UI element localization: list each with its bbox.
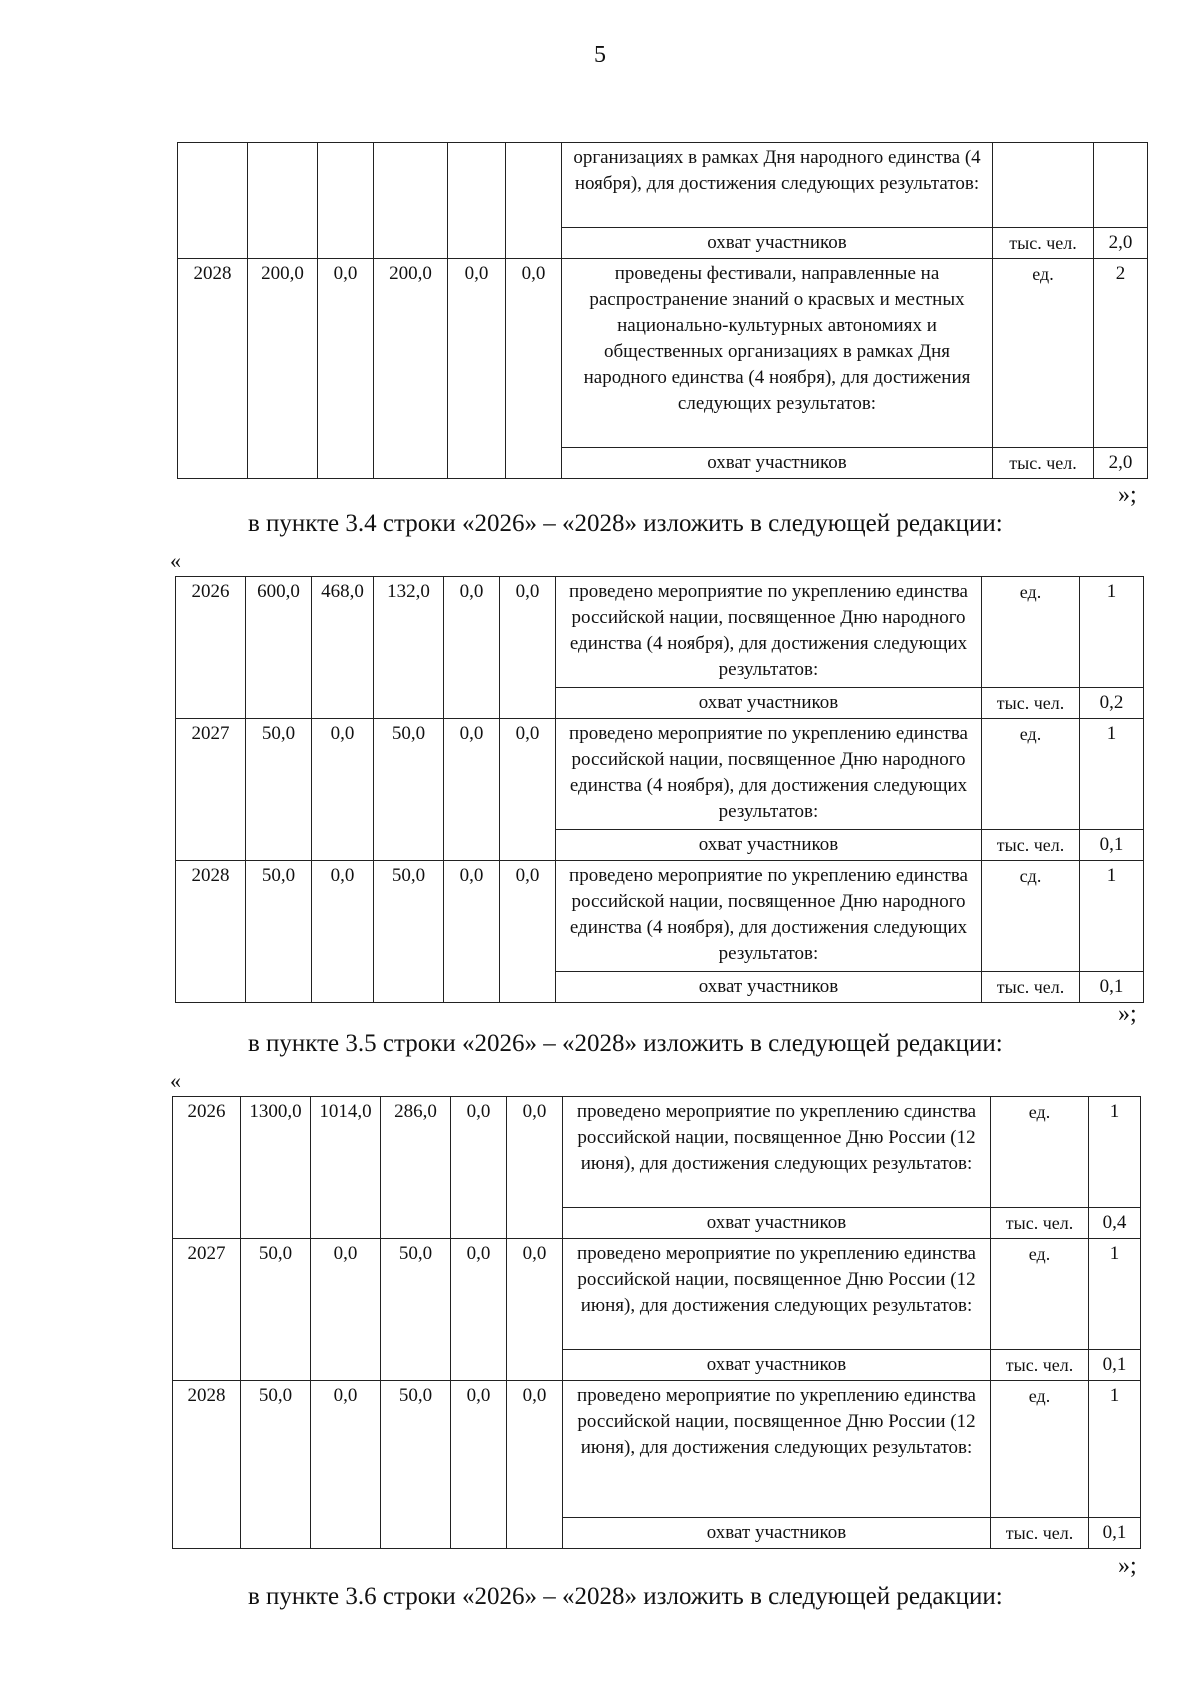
row-year: 2027 <box>173 1239 241 1381</box>
table-row <box>173 1239 1141 1350</box>
row-indicator-unit: тыс. чел. <box>982 972 1080 1003</box>
row-indicator-value: 0,4 <box>1089 1208 1141 1239</box>
row-c4: 0,0 <box>507 1381 563 1549</box>
row-c2: 50,0 <box>381 1381 451 1549</box>
row-c1: 0,0 <box>312 719 374 861</box>
row-year: 2028 <box>176 861 246 1003</box>
row-total: 50,0 <box>241 1381 311 1549</box>
row-value: 1 <box>1089 1239 1141 1350</box>
row-indicator-value: 0,1 <box>1080 830 1144 861</box>
cont-indicator: охват участников <box>562 228 993 259</box>
row-indicator-unit: тыс. чел. <box>993 448 1094 479</box>
row-c2: 286,0 <box>381 1097 451 1239</box>
row-c1: 0,0 <box>312 861 374 1003</box>
table-row <box>176 861 1144 972</box>
cont-c3-cell <box>448 143 506 259</box>
row-value: 1 <box>1080 861 1144 972</box>
row-c2: 132,0 <box>374 577 444 719</box>
row-total: 1300,0 <box>241 1097 311 1239</box>
row-c4: 0,0 <box>507 1097 563 1239</box>
row-value: 1 <box>1080 577 1144 688</box>
section-3-4-heading: в пункте 3.4 строки «2026» – «2028» изложить в следующей редакции: <box>248 510 1003 537</box>
row-c4: 0,0 <box>507 1239 563 1381</box>
row-c1: 468,0 <box>312 577 374 719</box>
table-row <box>176 719 1144 830</box>
row-unit: ед. <box>982 577 1080 688</box>
closing-quote: »; <box>1118 1553 1137 1579</box>
cont-result-text: организациях в рамках Дня народного единства (4 ноября), для достижения следующих результатов: <box>562 143 993 228</box>
row-total: 600,0 <box>246 577 312 719</box>
row-c2: 200,0 <box>374 259 448 479</box>
cont-unit-empty <box>993 143 1094 228</box>
row-result: проведено мероприятие по укреплению сдинства российской нации, посвященное Дню России (12 июня), для достижения следующих результатов: <box>563 1097 991 1208</box>
row-indicator: охват участников <box>562 448 993 479</box>
row-result: проведено мероприятие по укреплению единства российской нации, посвященное Дню народного единства (4 ноября), для достижения следующих результатов: <box>556 577 982 688</box>
row-c1: 0,0 <box>318 259 374 479</box>
cont-indicator-value: 2,0 <box>1094 228 1148 259</box>
page-number: 5 <box>594 42 606 68</box>
row-unit: ед. <box>991 1097 1089 1208</box>
row-indicator-value: 2,0 <box>1094 448 1148 479</box>
table-row <box>173 1097 1141 1208</box>
row-result: проведены фестивали, направленные на распространение знаний о красвых и местных национально-культурных автономиях и общественных организациях в рамках Дня народного единства (4 ноября), для достижения следующих результатов: <box>562 259 993 448</box>
row-year: 2028 <box>178 259 248 479</box>
row-value: 1 <box>1089 1381 1141 1518</box>
row-unit: сд. <box>982 861 1080 972</box>
row-c1: 0,0 <box>311 1381 381 1549</box>
row-c2: 50,0 <box>374 719 444 861</box>
row-total: 200,0 <box>248 259 318 479</box>
row-c2: 50,0 <box>381 1239 451 1381</box>
closing-quote: »; <box>1118 482 1137 508</box>
row-result: проведено мероприятие по укреплению единства российской нации, посвященное Дню России (12 июня), для достижения следующих результатов: <box>563 1239 991 1350</box>
row-c3: 0,0 <box>451 1381 507 1549</box>
cont-total-cell <box>248 143 318 259</box>
row-unit: ед. <box>991 1381 1089 1518</box>
row-c4: 0,0 <box>500 861 556 1003</box>
row-year: 2026 <box>173 1097 241 1239</box>
opening-quote: « <box>170 548 181 573</box>
row-unit: ед. <box>991 1239 1089 1350</box>
row-indicator-value: 0,1 <box>1080 972 1144 1003</box>
row-indicator-unit: тыс. чел. <box>982 830 1080 861</box>
row-unit: ед. <box>982 719 1080 830</box>
row-indicator-unit: тыс. чел. <box>991 1350 1089 1381</box>
opening-quote: « <box>170 1068 181 1093</box>
closing-quote: »; <box>1118 1001 1137 1027</box>
row-total: 50,0 <box>241 1239 311 1381</box>
row-total: 50,0 <box>246 719 312 861</box>
row-indicator: охват участников <box>563 1518 991 1549</box>
row-c4: 0,0 <box>500 719 556 861</box>
row-c3: 0,0 <box>448 259 506 479</box>
row-year: 2028 <box>173 1381 241 1549</box>
row-year: 2026 <box>176 577 246 719</box>
row-indicator: охват участников <box>556 688 982 719</box>
row-unit: ед. <box>993 259 1094 448</box>
row-c4: 0,0 <box>506 259 562 479</box>
row-c4: 0,0 <box>500 577 556 719</box>
row-c3: 0,0 <box>451 1097 507 1239</box>
row-indicator-unit: тыс. чел. <box>991 1208 1089 1239</box>
row-indicator: охват участников <box>563 1208 991 1239</box>
row-result: проведено мероприятие по укреплению единства российской нации, посвященное Дню народного единства (4 ноября), для достижения следующих результатов: <box>556 861 982 972</box>
section-3-5-heading: в пункте 3.5 строки «2026» – «2028» изложить в следующей редакции: <box>248 1030 1003 1057</box>
row-c1: 0,0 <box>311 1239 381 1381</box>
row-c2: 50,0 <box>374 861 444 1003</box>
cont-c1-cell <box>318 143 374 259</box>
cont-c4-cell <box>506 143 562 259</box>
row-indicator: охват участников <box>556 972 982 1003</box>
row-indicator-value: 0,1 <box>1089 1518 1141 1549</box>
row-total: 50,0 <box>246 861 312 1003</box>
row-c3: 0,0 <box>451 1239 507 1381</box>
row-indicator-unit: тыс. чел. <box>982 688 1080 719</box>
row-value: 1 <box>1080 719 1144 830</box>
section-3-6-heading: в пункте 3.6 строки «2026» – «2028» изложить в следующей редакции: <box>248 1583 1003 1610</box>
cont-c2-cell <box>374 143 448 259</box>
row-result: проведено мероприятие по укреплению единства российской нации, посвященное Дню России (12 июня), для достижения следующих результатов: <box>563 1381 991 1518</box>
row-indicator-value: 0,2 <box>1080 688 1144 719</box>
row-c3: 0,0 <box>444 861 500 1003</box>
row-result: проведено мероприятие по укреплению единства российской нации, посвященное Дню народного единства (4 ноября), для достижения следующих результатов: <box>556 719 982 830</box>
table-row <box>173 1381 1141 1518</box>
table-section-3-5 <box>172 1096 1141 1549</box>
table-row <box>176 577 1144 688</box>
row-c1: 1014,0 <box>311 1097 381 1239</box>
row-value: 2 <box>1094 259 1148 448</box>
row-value: 1 <box>1089 1097 1141 1208</box>
cont-value-empty <box>1094 143 1148 228</box>
table-continued <box>177 142 1148 479</box>
cont-year-cell <box>178 143 248 259</box>
cont-indicator-unit: тыс. чел. <box>993 228 1094 259</box>
row-indicator-unit: тыс. чел. <box>991 1518 1089 1549</box>
table-section-3-4 <box>175 576 1144 1003</box>
row-indicator: охват участников <box>556 830 982 861</box>
row-indicator-value: 0,1 <box>1089 1350 1141 1381</box>
row-c3: 0,0 <box>444 719 500 861</box>
row-c3: 0,0 <box>444 577 500 719</box>
row-year: 2027 <box>176 719 246 861</box>
row-indicator: охват участников <box>563 1350 991 1381</box>
